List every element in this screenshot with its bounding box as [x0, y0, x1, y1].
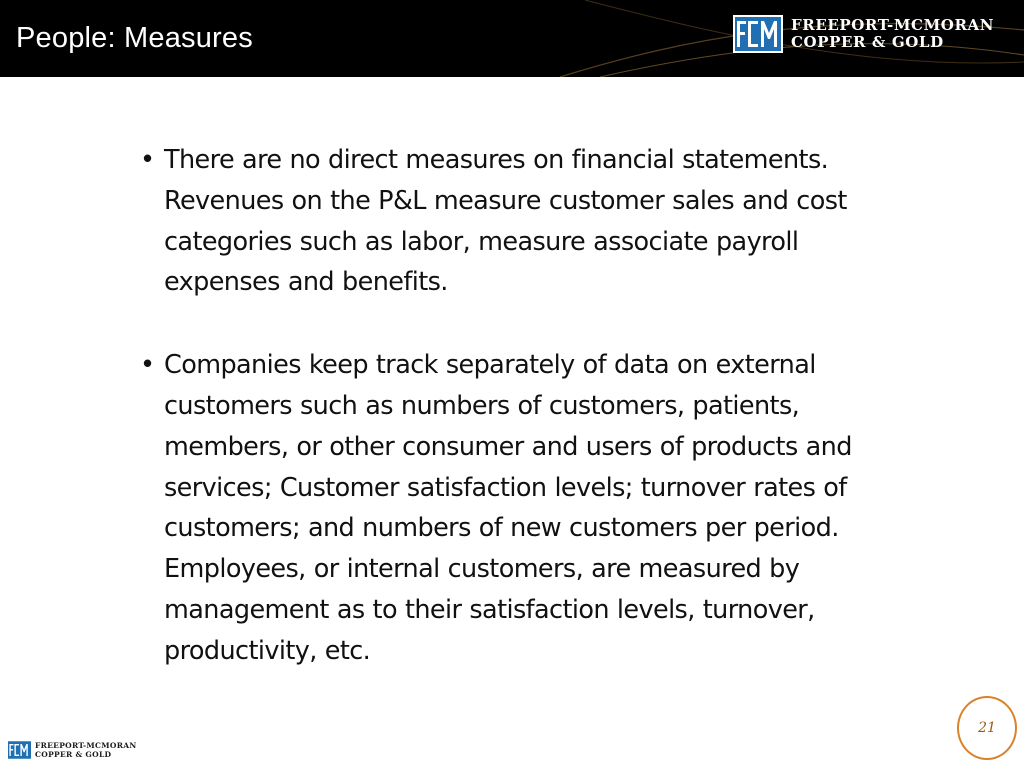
slide-body — [138, 140, 918, 672]
slide-title: People: Measures — [16, 22, 253, 54]
brand-name — [791, 17, 994, 51]
bullet-dot: • — [140, 145, 155, 175]
brand-line-1: FREEPORT-MCMORAN — [791, 16, 995, 34]
title-bar — [0, 0, 1024, 77]
footer-brand-line-1: FREEPORT-MCMORAN — [35, 741, 137, 750]
footer-brand-name — [35, 741, 137, 759]
bullet-list — [138, 140, 918, 672]
fcx-logo-icon — [8, 741, 31, 759]
footer-logo — [8, 741, 137, 759]
page-number-badge: 21 — [957, 696, 1017, 760]
bullet-item — [138, 140, 918, 303]
company-logo — [733, 14, 994, 54]
footer-brand-line-2: COPPER & GOLD — [35, 750, 112, 759]
bullet-text: Companies keep track separately of data on external customers such as numbers of customers, patients, members, or other consumer and users of products and services; Customer satisfaction levels; turnover rates of customers; and numbers of new customers per period. Employees, or internal customers, are measured by management as to their satisfaction levels, turnover, productivity, etc. — [164, 350, 852, 666]
bullet-text: There are no direct measures on financial statements. Revenues on the P&L measure customer sales and cost categories such as labor, measure associate payroll expenses and benefits. — [164, 145, 847, 298]
bullet-item — [138, 345, 918, 671]
fcx-logo-icon — [733, 15, 783, 53]
brand-line-2: COPPER & GOLD — [791, 33, 944, 51]
bullet-dot: • — [140, 350, 155, 381]
